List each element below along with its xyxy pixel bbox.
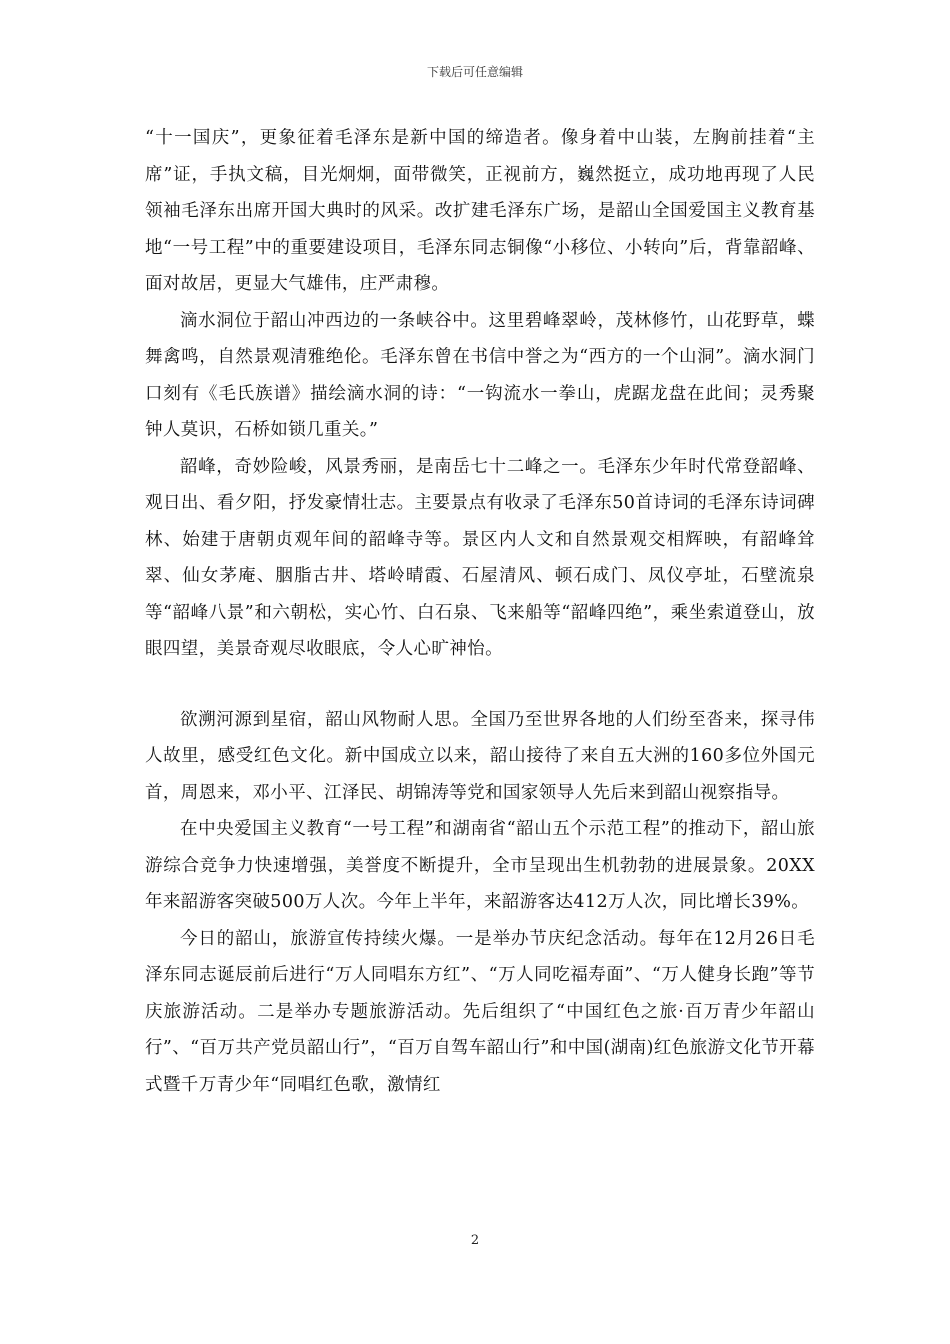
paragraph-visitors-history: 欲溯河源到星宿，韶山风物耐人思。全国乃至世界各地的人们纷至沓来，探寻伟人故里，感受红色文化。新中国成立以来，韶山接待了来自五大洲的160多位外国元首，周恩来，邓小平、江泽民、胡锦涛等党和国家领导人先后来到韶山视察指导。 xyxy=(145,709,815,803)
paragraph-tourism-promotion: 今日的韶山，旅游宣传持续火爆。一是举办节庆纪念活动。每年在12月26日毛泽东同志诞辰前后进行“万人同唱东方红”、“万人同吃福寿面”、“万人健身长跑”等节庆旅游活动。二是举办专题旅游活动。先后组织了“中国红色之旅·百万青少年韶山行”、“百万共产党员韶山行”，“百万自驾车韶山行”和中国(湖南)红色旅游文化节开幕式暨千万青少年“同唱红色歌，激情红 xyxy=(145,928,815,1095)
paragraph-mao-statue: “十一国庆”，更象征着毛泽东是新中国的缔造者。像身着中山装，左胸前挂着“主席”证，手执文稿，目光炯炯，面带微笑，正视前方，巍然挺立，成功地再现了人民领袖毛泽东出席开国大典时的风采。改扩建毛泽东广场，是韶山全国爱国主义教育基地“一号工程”中的重要建设项目，毛泽东同志铜像“小移位、小转向”后，背靠韶峰、面对故居，更显大气雄伟，庄严肃穆。 xyxy=(145,128,815,294)
paragraph-shao-peak: 韶峰，奇妙险峻，风景秀丽，是南岳七十二峰之一。毛泽东少年时代常登韶峰、观日出、看夕阳，抒发豪情壮志。主要景点有收录了毛泽东50首诗词的毛泽东诗词碑林、始建于唐朝贞观年间的韶峰寺等。景区内人文和自然景观交相辉映，有韶峰耸翠、仙女茅庵、胭脂古井、塔岭晴霞、石屋清风、顿石成门、凤仪亭址，石壁流泉等“韶峰八景”和六朝松，实心竹、白石泉、飞来船等“韶峰四绝”，乘坐索道登山，放眼四望，美景奇观尽收眼底，令人心旷神怡。 xyxy=(145,456,815,659)
paragraph-tourism-growth: 在中央爱国主义教育“一号工程”和湖南省“韶山五个示范工程”的推动下，韶山旅游综合竞争力快速增强，美誉度不断提升，全市呈现出生机勃勃的进展景象。20XX年来韶游客突破500万人次。今年上半年，来韶游客达412万人次，同比增长39%。 xyxy=(145,819,815,912)
paragraph-gap xyxy=(145,668,815,702)
document-body xyxy=(145,120,815,1103)
page-number: 2 xyxy=(470,1233,480,1248)
page-header-note: 下载后可任意编辑 xyxy=(426,65,523,79)
paragraph-dishui-cave: 滴水洞位于韶山冲西边的一条峡谷中。这里碧峰翠岭，茂林修竹，山花野草，蝶舞禽鸣，自然景观清雅绝伦。毛泽东曾在书信中誉之为“西方的一个山洞”。滴水洞门口刻有《毛氏族谱》描绘滴水洞的诗：“一钩流水一拳山，虎踞龙盘在此间；灵秀聚钟人莫识，石桥如锁几重关。” xyxy=(145,310,815,440)
